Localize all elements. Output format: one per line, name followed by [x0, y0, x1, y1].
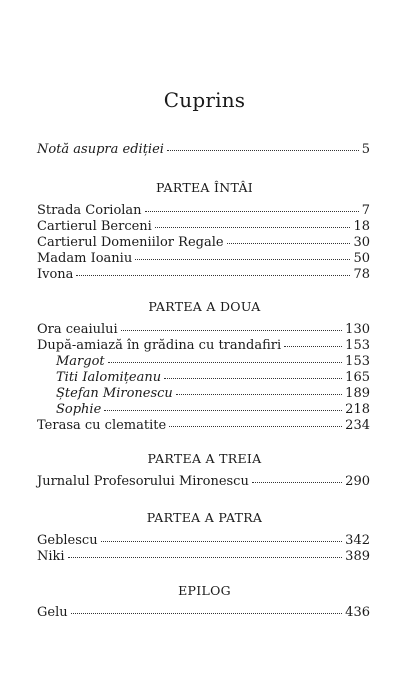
toc-entry-label: Ora ceaiului	[37, 322, 118, 337]
dot-leader	[155, 217, 351, 228]
part-heading-2: PARTEA A DOUA	[148, 299, 261, 314]
toc-entry-label: Niki	[37, 549, 65, 564]
toc-entry-label: Sophie	[56, 402, 102, 417]
dot-leader	[76, 265, 350, 276]
toc-entry-label: Terasa cu clematite	[37, 418, 167, 433]
toc-entry[interactable]	[37, 267, 370, 283]
dot-leader	[135, 249, 350, 260]
dot-leader	[164, 368, 342, 379]
dot-leader	[145, 201, 359, 212]
toc-entry-page: 7	[361, 203, 370, 218]
toc-entry-page: 342	[345, 533, 370, 548]
toc-entry[interactable]	[37, 549, 370, 565]
dot-leader	[68, 547, 343, 558]
part-heading-epilog: EPILOG	[178, 583, 231, 598]
dot-leader	[104, 400, 342, 411]
dot-leader	[252, 472, 342, 483]
toc-entry-page: 389	[345, 549, 370, 564]
toc-entry-label: Notă asupra ediției	[37, 142, 164, 157]
toc-entry-page: 50	[353, 251, 370, 266]
toc-entry-label: Madam Ioaniu	[37, 251, 133, 266]
toc-entry-page: 234	[345, 418, 370, 433]
toc-entry-label: Cartierul Berceni	[37, 219, 152, 234]
toc-entry-label: Ștefan Mironescu	[56, 386, 173, 401]
dot-leader	[227, 233, 351, 244]
toc-entry-nota[interactable]	[37, 142, 370, 158]
toc-entry-page: 130	[345, 322, 370, 337]
dot-leader	[176, 384, 342, 395]
dot-leader	[71, 603, 343, 614]
toc-entry-page: 165	[345, 370, 370, 385]
toc-entry-label: Margot	[56, 354, 105, 369]
toc-entry[interactable]	[37, 418, 370, 434]
part-heading-3: PARTEA A TREIA	[147, 451, 262, 466]
toc-entry-label: Cartierul Domeniilor Regale	[37, 235, 224, 250]
toc-entry-page: 5	[361, 142, 370, 157]
toc-entry-page: 189	[345, 386, 370, 401]
toc-entry-page: 153	[345, 338, 370, 353]
toc-entry-label: După-amiază în grădina cu trandafiri	[37, 338, 282, 353]
toc-entry-page: 78	[353, 267, 370, 282]
toc-entry-page: 153	[345, 354, 370, 369]
toc-entry-label: Strada Coriolan	[37, 203, 142, 218]
toc-entry-label: Gelu	[37, 605, 68, 620]
dot-leader	[284, 336, 342, 347]
dot-leader	[101, 531, 343, 542]
dot-leader	[169, 416, 342, 427]
toc-entry-page: 18	[353, 219, 370, 234]
dot-leader	[121, 320, 342, 331]
toc-entry-page: 218	[345, 402, 370, 417]
toc-entry-page: 30	[353, 235, 370, 250]
toc-entry[interactable]	[37, 474, 370, 490]
toc-entry-label: Ivona	[37, 267, 74, 282]
page-title: Cuprins	[163, 88, 246, 112]
dot-leader	[108, 352, 343, 363]
toc-entry-label: Jurnalul Profesorului Mironescu	[37, 474, 249, 489]
dot-leader	[167, 140, 359, 151]
part-heading-1: PARTEA ÎNTÂI	[155, 180, 254, 195]
toc-entry-label: Titi Ialomițeanu	[56, 370, 162, 385]
toc-entry[interactable]	[37, 605, 370, 621]
part-heading-4: PARTEA A PATRA	[146, 510, 263, 525]
toc-entry-page: 290	[345, 474, 370, 489]
toc-entry-label: Geblescu	[37, 533, 98, 548]
toc-entry-page: 436	[345, 605, 370, 620]
